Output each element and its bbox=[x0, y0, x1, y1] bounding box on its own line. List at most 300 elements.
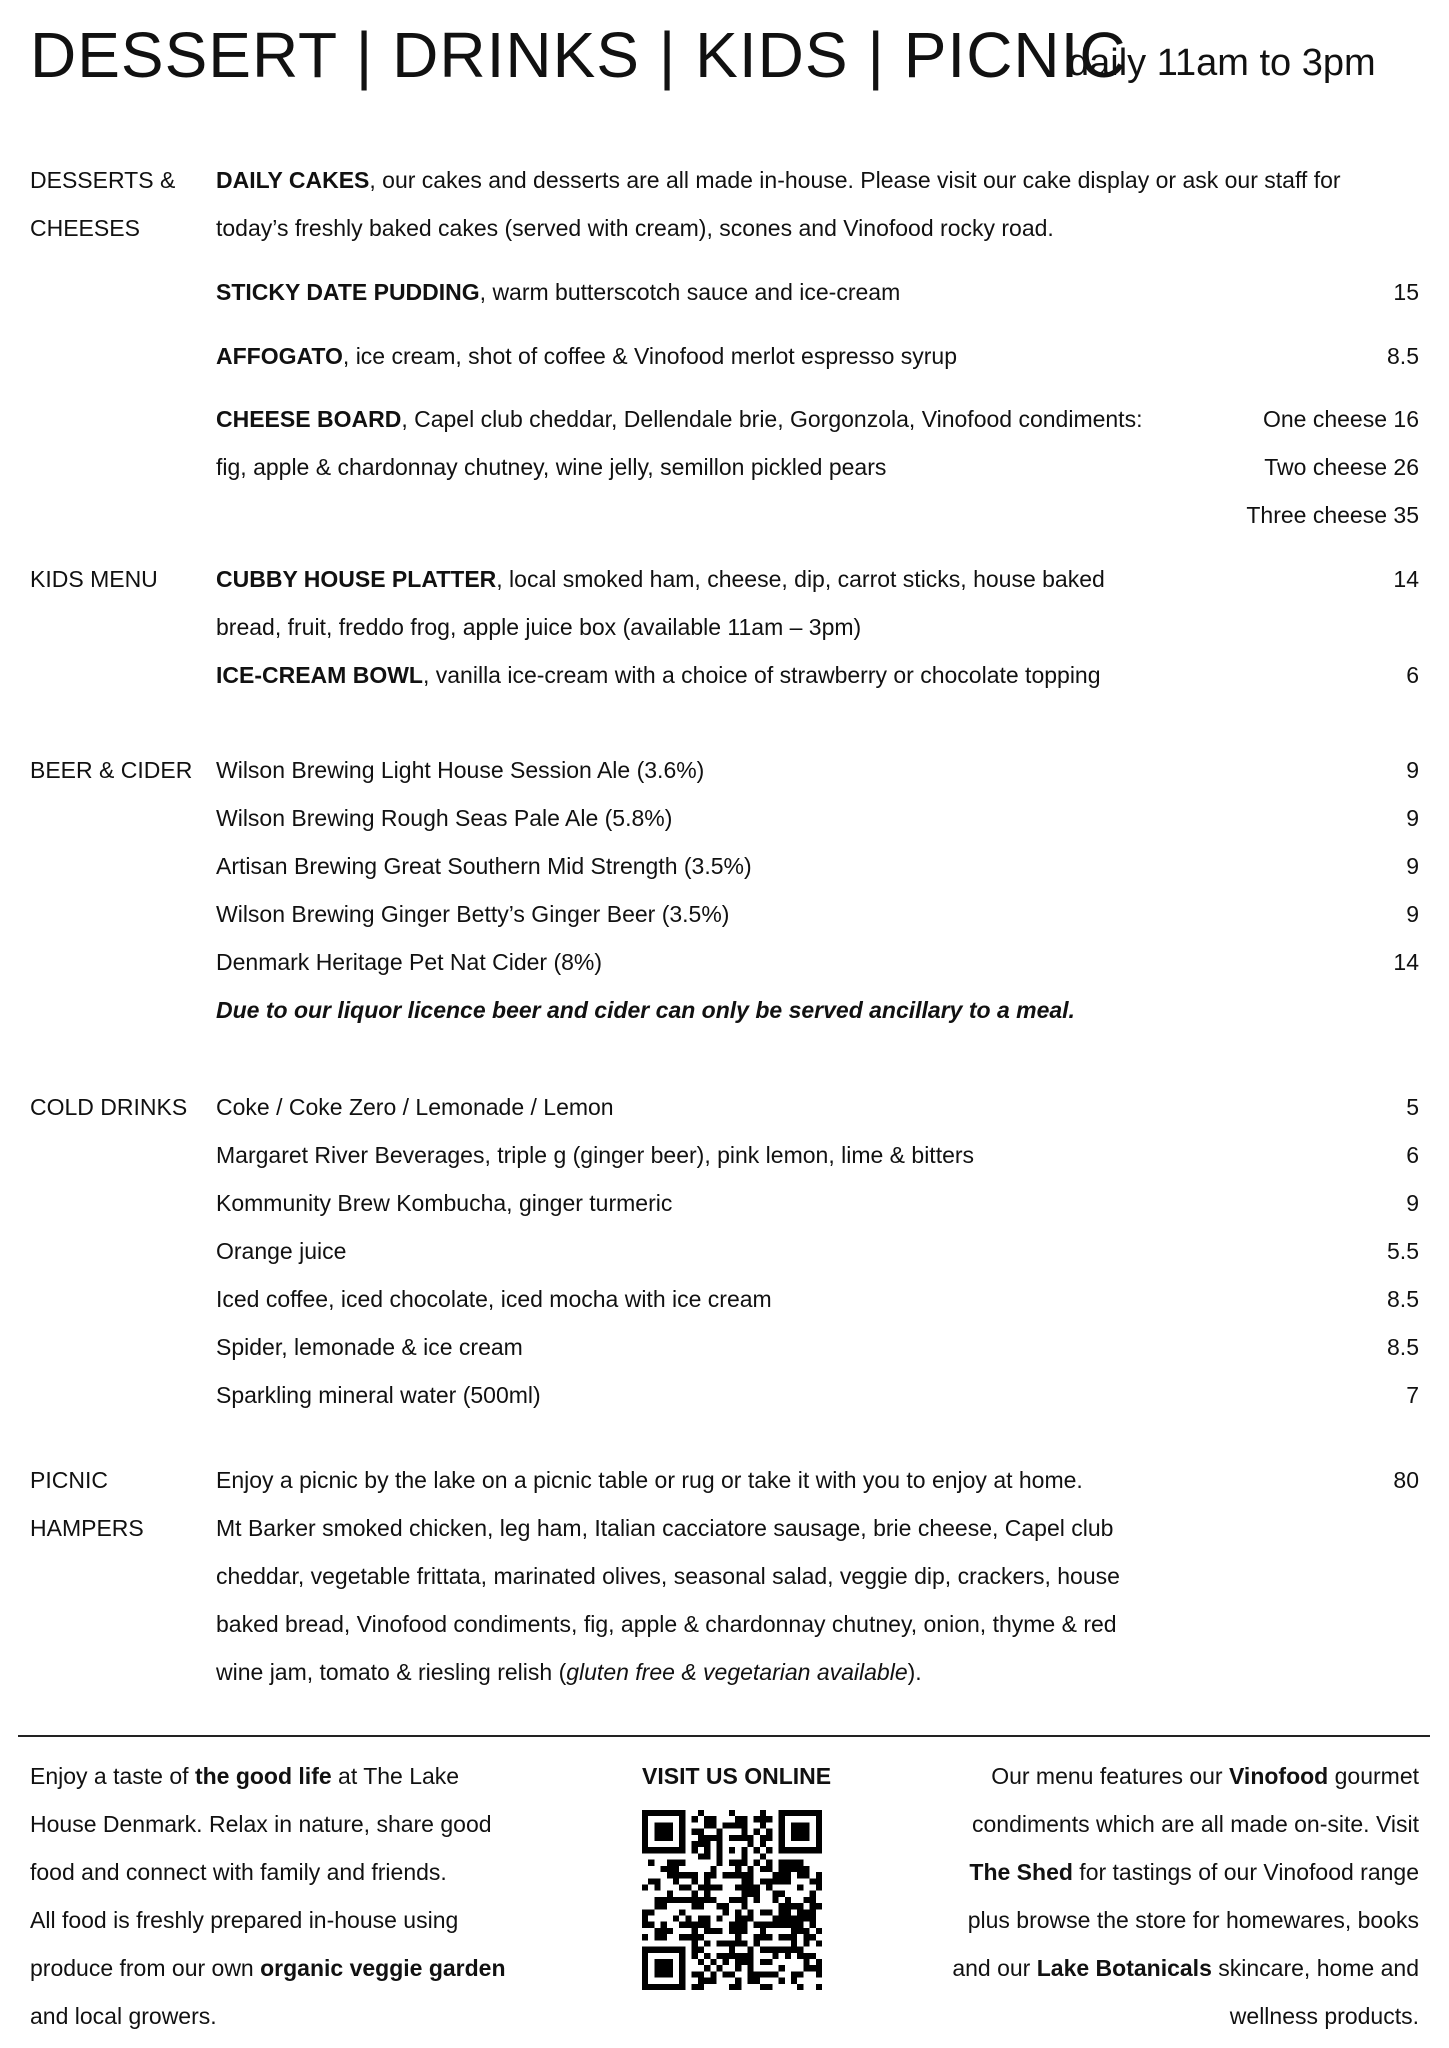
qr-module bbox=[716, 1928, 722, 1934]
qr-module bbox=[654, 1928, 660, 1934]
qr-module bbox=[741, 1916, 747, 1922]
qr-module bbox=[648, 1860, 654, 1866]
qr-module bbox=[741, 1922, 747, 1928]
qr-module bbox=[661, 1903, 667, 1909]
qr-module bbox=[698, 1903, 704, 1909]
qr-module bbox=[735, 1866, 741, 1872]
qr-module bbox=[692, 1891, 698, 1897]
qr-module bbox=[698, 1922, 704, 1928]
qr-module bbox=[760, 1934, 766, 1940]
qr-module bbox=[741, 1816, 747, 1822]
qr-module bbox=[779, 1891, 785, 1897]
qr-module bbox=[692, 1829, 698, 1835]
section-label-cold-drinks: COLD DRINKS bbox=[30, 1094, 188, 1120]
qr-module bbox=[698, 1959, 704, 1965]
qr-module bbox=[797, 1947, 803, 1953]
qr-module bbox=[779, 1965, 785, 1971]
qr-module bbox=[748, 1841, 754, 1847]
menu-item-daily-cakes bbox=[216, 156, 1341, 204]
qr-module bbox=[816, 1965, 822, 1971]
qr-module bbox=[661, 1928, 667, 1934]
list-item: Orange juice bbox=[216, 1238, 347, 1264]
item-price: 9 bbox=[1406, 1190, 1419, 1216]
qr-module bbox=[735, 1940, 741, 1946]
qr-module bbox=[760, 1984, 766, 1990]
qr-module bbox=[692, 1947, 698, 1953]
qr-module bbox=[729, 1947, 735, 1953]
qr-module bbox=[803, 1940, 809, 1946]
qr-module bbox=[803, 1965, 809, 1971]
text-run: Enjoy a taste of bbox=[30, 1763, 195, 1789]
qr-module bbox=[748, 1959, 754, 1965]
qr-module bbox=[704, 1922, 710, 1928]
text-run: Lake Botanicals bbox=[1036, 1955, 1212, 1981]
qr-module bbox=[692, 1928, 698, 1934]
qr-module bbox=[716, 1916, 722, 1922]
item-price: 8.5 bbox=[1387, 1334, 1419, 1360]
qr-module bbox=[729, 1822, 735, 1828]
qr-module bbox=[779, 1916, 785, 1922]
qr-module bbox=[679, 1934, 685, 1940]
qr-module bbox=[704, 1891, 710, 1897]
text-run: The Shed bbox=[969, 1859, 1073, 1885]
qr-module bbox=[810, 1953, 816, 1959]
item-desc-line: fig, apple & chardonnay chutney, wine jelly, semillon pickled pears bbox=[216, 454, 887, 480]
qr-module bbox=[741, 1891, 747, 1897]
qr-module bbox=[766, 1922, 772, 1928]
qr-module bbox=[741, 1847, 747, 1853]
item-price: Three cheese 35 bbox=[1246, 502, 1419, 528]
qr-module bbox=[642, 1916, 648, 1922]
qr-module bbox=[748, 1878, 754, 1884]
qr-module bbox=[810, 1916, 816, 1922]
qr-module bbox=[779, 1934, 785, 1940]
menu-item-affogato bbox=[216, 332, 957, 380]
footer-right-line bbox=[969, 1848, 1419, 1896]
qr-module bbox=[692, 1940, 698, 1946]
qr-module bbox=[785, 1860, 791, 1866]
qr-module bbox=[766, 1971, 772, 1977]
text-run: and our bbox=[952, 1955, 1037, 1981]
qr-module bbox=[673, 1872, 679, 1878]
item-desc-line: today’s freshly baked cakes (served with cream), scones and Vinofood rocky road. bbox=[216, 215, 1054, 241]
qr-module bbox=[741, 1903, 747, 1909]
qr-module bbox=[816, 1903, 822, 1909]
qr-module bbox=[754, 1922, 760, 1928]
qr-module bbox=[760, 1866, 766, 1872]
item-price: 9 bbox=[1406, 805, 1419, 831]
qr-module bbox=[735, 1909, 741, 1915]
qr-module bbox=[779, 1978, 785, 1984]
qr-module bbox=[685, 1916, 691, 1922]
qr-module bbox=[766, 1860, 772, 1866]
qr-module bbox=[766, 1934, 772, 1940]
qr-module bbox=[779, 1878, 785, 1884]
qr-module bbox=[692, 1897, 698, 1903]
qr-module bbox=[679, 1909, 685, 1915]
qr-module bbox=[741, 1829, 747, 1835]
qr-module bbox=[710, 1928, 716, 1934]
menu-item-cheese-board bbox=[216, 395, 1142, 443]
qr-module bbox=[698, 1884, 704, 1890]
qr-module bbox=[729, 1897, 735, 1903]
qr-module bbox=[704, 1816, 710, 1822]
text-run: Our menu features our bbox=[991, 1763, 1229, 1789]
qr-module bbox=[797, 1872, 803, 1878]
qr-module bbox=[748, 1884, 754, 1890]
qr-module bbox=[810, 1878, 816, 1884]
qr-module bbox=[716, 1953, 722, 1959]
qr-module bbox=[797, 1884, 803, 1890]
qr-module bbox=[679, 1872, 685, 1878]
qr-module bbox=[748, 1866, 754, 1872]
qr-module bbox=[642, 1884, 648, 1890]
menu-item-icecream-bowl bbox=[216, 651, 1101, 699]
item-desc: , Capel club cheddar, Dellendale brie, Gorgonzola, Vinofood condiments: bbox=[401, 406, 1143, 432]
qr-module bbox=[698, 1829, 704, 1835]
qr-module bbox=[698, 1971, 704, 1977]
list-item: Spider, lemonade & ice cream bbox=[216, 1334, 523, 1360]
qr-module bbox=[729, 1847, 735, 1853]
qr-module bbox=[754, 1847, 760, 1853]
qr-module bbox=[723, 1940, 729, 1946]
qr-module bbox=[661, 1934, 667, 1940]
qr-module bbox=[766, 1909, 772, 1915]
qr-module bbox=[785, 1872, 791, 1878]
qr-module bbox=[735, 1822, 741, 1828]
qr-module bbox=[704, 1940, 710, 1946]
qr-module bbox=[785, 1878, 791, 1884]
qr-module bbox=[785, 1916, 791, 1922]
qr-module bbox=[729, 1971, 735, 1977]
page-title: DESSERT | DRINKS | KIDS | PICNIC bbox=[30, 19, 1127, 91]
qr-module bbox=[692, 1934, 698, 1940]
qr-module bbox=[667, 1897, 673, 1903]
item-price: 9 bbox=[1406, 901, 1419, 927]
menu-item-sticky-date bbox=[216, 268, 900, 316]
text-run: organic veggie garden bbox=[260, 1955, 506, 1981]
qr-module bbox=[679, 1860, 685, 1866]
qr-module bbox=[667, 1928, 673, 1934]
qr-module bbox=[735, 1934, 741, 1940]
section-label-beer: BEER & CIDER bbox=[30, 757, 193, 783]
qr-module bbox=[803, 1934, 809, 1940]
qr-module bbox=[667, 1872, 673, 1878]
qr-module bbox=[735, 1928, 741, 1934]
qr-module bbox=[661, 1922, 667, 1928]
text-run: gluten free & vegetarian available bbox=[566, 1659, 908, 1685]
qr-module bbox=[704, 1916, 710, 1922]
section-label-desserts: DESSERTS & bbox=[30, 167, 176, 193]
qr-module bbox=[704, 1872, 710, 1878]
qr-module bbox=[779, 1922, 785, 1928]
qr-module bbox=[741, 1872, 747, 1878]
qr-module bbox=[729, 1928, 735, 1934]
qr-module bbox=[754, 1978, 760, 1984]
section-label-cheeses: CHEESES bbox=[30, 215, 140, 241]
item-price: Two cheese 26 bbox=[1264, 454, 1419, 480]
qr-module bbox=[692, 1878, 698, 1884]
footer-left-line: and local growers. bbox=[30, 2003, 217, 2029]
qr-module bbox=[760, 1971, 766, 1977]
qr-module bbox=[685, 1884, 691, 1890]
qr-module bbox=[741, 1878, 747, 1884]
qr-module bbox=[766, 1884, 772, 1890]
qr-module bbox=[754, 1860, 760, 1866]
qr-module bbox=[785, 1897, 791, 1903]
qr-module bbox=[754, 1934, 760, 1940]
qr-module bbox=[704, 1847, 710, 1853]
qr-module bbox=[791, 1916, 797, 1922]
picnic-desc-line: Mt Barker smoked chicken, leg ham, Italian cacciatore sausage, brie cheese, Capel club bbox=[216, 1515, 1114, 1541]
item-name: CUBBY HOUSE PLATTER bbox=[216, 566, 497, 592]
qr-module bbox=[654, 1884, 660, 1890]
qr-module bbox=[685, 1922, 691, 1928]
qr-module bbox=[698, 1916, 704, 1922]
section-label-picnic: PICNIC bbox=[30, 1467, 108, 1493]
qr-module bbox=[785, 1922, 791, 1928]
qr-module bbox=[791, 1903, 797, 1909]
qr-module bbox=[803, 1953, 809, 1959]
qr-module bbox=[673, 1866, 679, 1872]
qr-module bbox=[729, 1984, 735, 1990]
list-item: Margaret River Beverages, triple g (ginger beer), pink lemon, lime & bitters bbox=[216, 1142, 975, 1168]
qr-module bbox=[667, 1860, 673, 1866]
qr-module bbox=[766, 1878, 772, 1884]
qr-module bbox=[803, 1916, 809, 1922]
qr-module bbox=[779, 1947, 785, 1953]
qr-module bbox=[760, 1922, 766, 1928]
qr-module bbox=[710, 1816, 716, 1822]
item-desc: , warm butterscotch sauce and ice-cream bbox=[479, 279, 901, 305]
qr-module bbox=[772, 1891, 778, 1897]
item-price: 8.5 bbox=[1387, 1286, 1419, 1312]
qr-module bbox=[648, 1878, 654, 1884]
qr-module bbox=[735, 1835, 741, 1841]
qr-module bbox=[741, 1884, 747, 1890]
qr-module bbox=[816, 1884, 822, 1890]
qr-module bbox=[735, 1978, 741, 1984]
qr-module bbox=[710, 1835, 716, 1841]
qr-module bbox=[810, 1897, 816, 1903]
footer-right-line bbox=[991, 1752, 1419, 1800]
list-item: Iced coffee, iced chocolate, iced mocha with ice cream bbox=[216, 1286, 772, 1312]
qr-module bbox=[692, 1847, 698, 1853]
qr-module bbox=[785, 1934, 791, 1940]
qr-module bbox=[760, 1841, 766, 1847]
qr-module bbox=[760, 1909, 766, 1915]
list-item: Wilson Brewing Light House Session Ale (3.6%) bbox=[216, 757, 705, 783]
item-price: 5 bbox=[1406, 1094, 1419, 1120]
qr-module bbox=[723, 1903, 729, 1909]
qr-module bbox=[673, 1916, 679, 1922]
qr-module bbox=[716, 1903, 722, 1909]
qr-module bbox=[816, 1928, 822, 1934]
footer-divider bbox=[18, 1735, 1430, 1737]
item-desc: , our cakes and desserts are all made in-house. Please visit our cake display or ask our staff for bbox=[369, 167, 1341, 193]
list-item: Wilson Brewing Rough Seas Pale Ale (5.8%) bbox=[216, 805, 673, 831]
text-run: Vinofood bbox=[1229, 1763, 1329, 1789]
qr-module bbox=[748, 1872, 754, 1878]
qr-module bbox=[692, 1816, 698, 1822]
item-price: 15 bbox=[1393, 279, 1419, 305]
qr-module bbox=[698, 1947, 704, 1953]
qr-module bbox=[716, 1841, 722, 1847]
item-price: 7 bbox=[1406, 1382, 1419, 1408]
text-run: gourmet bbox=[1328, 1763, 1419, 1789]
qr-module bbox=[748, 1971, 754, 1977]
qr-module bbox=[729, 1835, 735, 1841]
qr-module bbox=[704, 1978, 710, 1984]
qr-module bbox=[772, 1897, 778, 1903]
qr-module bbox=[704, 1928, 710, 1934]
qr-module bbox=[810, 1903, 816, 1909]
qr-module bbox=[760, 1853, 766, 1859]
qr-module bbox=[654, 1903, 660, 1909]
qr-module bbox=[754, 1884, 760, 1890]
qr-module bbox=[785, 1866, 791, 1872]
qr-module bbox=[704, 1897, 710, 1903]
qr-module bbox=[654, 1897, 660, 1903]
qr-module bbox=[679, 1884, 685, 1890]
qr-module bbox=[816, 1971, 822, 1977]
qr-module bbox=[710, 1978, 716, 1984]
qr-module bbox=[797, 1953, 803, 1959]
qr-module bbox=[698, 1810, 704, 1816]
qr-module bbox=[754, 1829, 760, 1835]
qr-module bbox=[735, 1916, 741, 1922]
qr-module bbox=[735, 1922, 741, 1928]
qr-module bbox=[766, 1847, 772, 1853]
qr-module bbox=[723, 1872, 729, 1878]
qr-module bbox=[735, 1953, 741, 1959]
menu-item-cubby-platter bbox=[216, 555, 1105, 603]
qr-module bbox=[791, 1934, 797, 1940]
qr-module bbox=[754, 1971, 760, 1977]
qr-module bbox=[791, 1928, 797, 1934]
item-name: ICE-CREAM BOWL bbox=[216, 662, 423, 688]
qr-module bbox=[654, 1822, 673, 1841]
qr-module bbox=[779, 1909, 785, 1915]
qr-module bbox=[779, 1866, 785, 1872]
qr-module bbox=[816, 1959, 822, 1965]
qr-module bbox=[760, 1947, 766, 1953]
qr-module bbox=[735, 1965, 741, 1971]
footer-left-line: food and connect with family and friends. bbox=[30, 1859, 447, 1885]
footer-left-line bbox=[30, 1752, 459, 1800]
item-desc-line: bread, fruit, freddo frog, apple juice box (available 11am – 3pm) bbox=[216, 614, 862, 640]
footer-right-line bbox=[952, 1944, 1419, 1992]
item-name: DAILY CAKES bbox=[216, 167, 370, 193]
qr-module bbox=[748, 1891, 754, 1897]
item-price: 6 bbox=[1406, 1142, 1419, 1168]
footer-right-line: condiments which are all made on-site. Visit bbox=[971, 1811, 1419, 1837]
qr-module bbox=[642, 1934, 648, 1940]
qr-module bbox=[760, 1810, 766, 1816]
qr-module bbox=[698, 1984, 704, 1990]
qr-module bbox=[735, 1860, 741, 1866]
qr-module bbox=[673, 1897, 679, 1903]
qr-module bbox=[791, 1978, 797, 1984]
qr-module bbox=[704, 1841, 710, 1847]
qr-module bbox=[654, 1878, 660, 1884]
qr-module bbox=[654, 1959, 673, 1978]
qr-module bbox=[760, 1959, 766, 1965]
qr-module bbox=[692, 1922, 698, 1928]
qr-module bbox=[791, 1947, 797, 1953]
item-name: STICKY DATE PUDDING bbox=[216, 279, 480, 305]
qr-module bbox=[748, 1965, 754, 1971]
qr-module bbox=[772, 1947, 778, 1953]
text-run: wine jam, tomato & riesling relish ( bbox=[216, 1659, 567, 1685]
qr-module bbox=[766, 1947, 772, 1953]
qr-module bbox=[785, 1953, 791, 1959]
qr-module bbox=[741, 1835, 747, 1841]
qr-module bbox=[816, 1940, 822, 1946]
item-price: 8.5 bbox=[1387, 343, 1419, 369]
text-run: skincare, home and bbox=[1211, 1955, 1419, 1981]
list-item: Kommunity Brew Kombucha, ginger turmeric bbox=[216, 1190, 673, 1216]
footer-right-line: plus browse the store for homewares, books bbox=[967, 1907, 1419, 1933]
qr-module bbox=[735, 1959, 741, 1965]
footer-right-line: wellness products. bbox=[1229, 2003, 1419, 2029]
opening-hours: daily 11am to 3pm bbox=[1068, 42, 1376, 84]
qr-module bbox=[816, 1872, 822, 1878]
qr-module bbox=[772, 1872, 778, 1878]
qr-module bbox=[748, 1916, 754, 1922]
qr-module bbox=[797, 1903, 803, 1909]
qr-module bbox=[698, 1853, 704, 1859]
qr-module bbox=[741, 1953, 747, 1959]
qr-module bbox=[716, 1940, 722, 1946]
qr-module bbox=[803, 1928, 809, 1934]
qr-code-graphic bbox=[642, 1810, 822, 1990]
qr-module bbox=[748, 1947, 754, 1953]
qr-module bbox=[797, 1928, 803, 1934]
qr-module bbox=[704, 1822, 710, 1828]
qr-code-icon[interactable] bbox=[642, 1810, 822, 1990]
qr-module bbox=[772, 1878, 778, 1884]
qr-module bbox=[735, 1984, 741, 1990]
qr-module bbox=[716, 1829, 722, 1835]
qr-module bbox=[779, 1860, 785, 1866]
qr-module bbox=[766, 1866, 772, 1872]
qr-module bbox=[810, 1909, 816, 1915]
qr-module bbox=[710, 1884, 716, 1890]
qr-module bbox=[760, 1878, 766, 1884]
qr-module bbox=[716, 1853, 722, 1859]
qr-module bbox=[692, 1903, 698, 1909]
qr-module bbox=[741, 1853, 747, 1859]
qr-module bbox=[710, 1897, 716, 1903]
qr-module bbox=[810, 1965, 816, 1971]
qr-module bbox=[741, 1928, 747, 1934]
qr-module bbox=[729, 1940, 735, 1946]
qr-module bbox=[673, 1878, 679, 1884]
item-name: CHEESE BOARD bbox=[216, 406, 402, 432]
qr-module bbox=[803, 1872, 809, 1878]
item-price: 14 bbox=[1393, 566, 1419, 592]
qr-module bbox=[741, 1940, 747, 1946]
picnic-desc-line: Enjoy a picnic by the lake on a picnic table or rug or take it with you to enjoy at home. bbox=[216, 1467, 1083, 1493]
qr-module bbox=[710, 1872, 716, 1878]
qr-module bbox=[692, 1953, 698, 1959]
qr-module bbox=[723, 1822, 729, 1828]
text-run: ). bbox=[907, 1659, 922, 1685]
text-run: for tastings of our Vinofood range bbox=[1072, 1859, 1419, 1885]
qr-module bbox=[698, 1934, 704, 1940]
qr-module bbox=[810, 1922, 816, 1928]
